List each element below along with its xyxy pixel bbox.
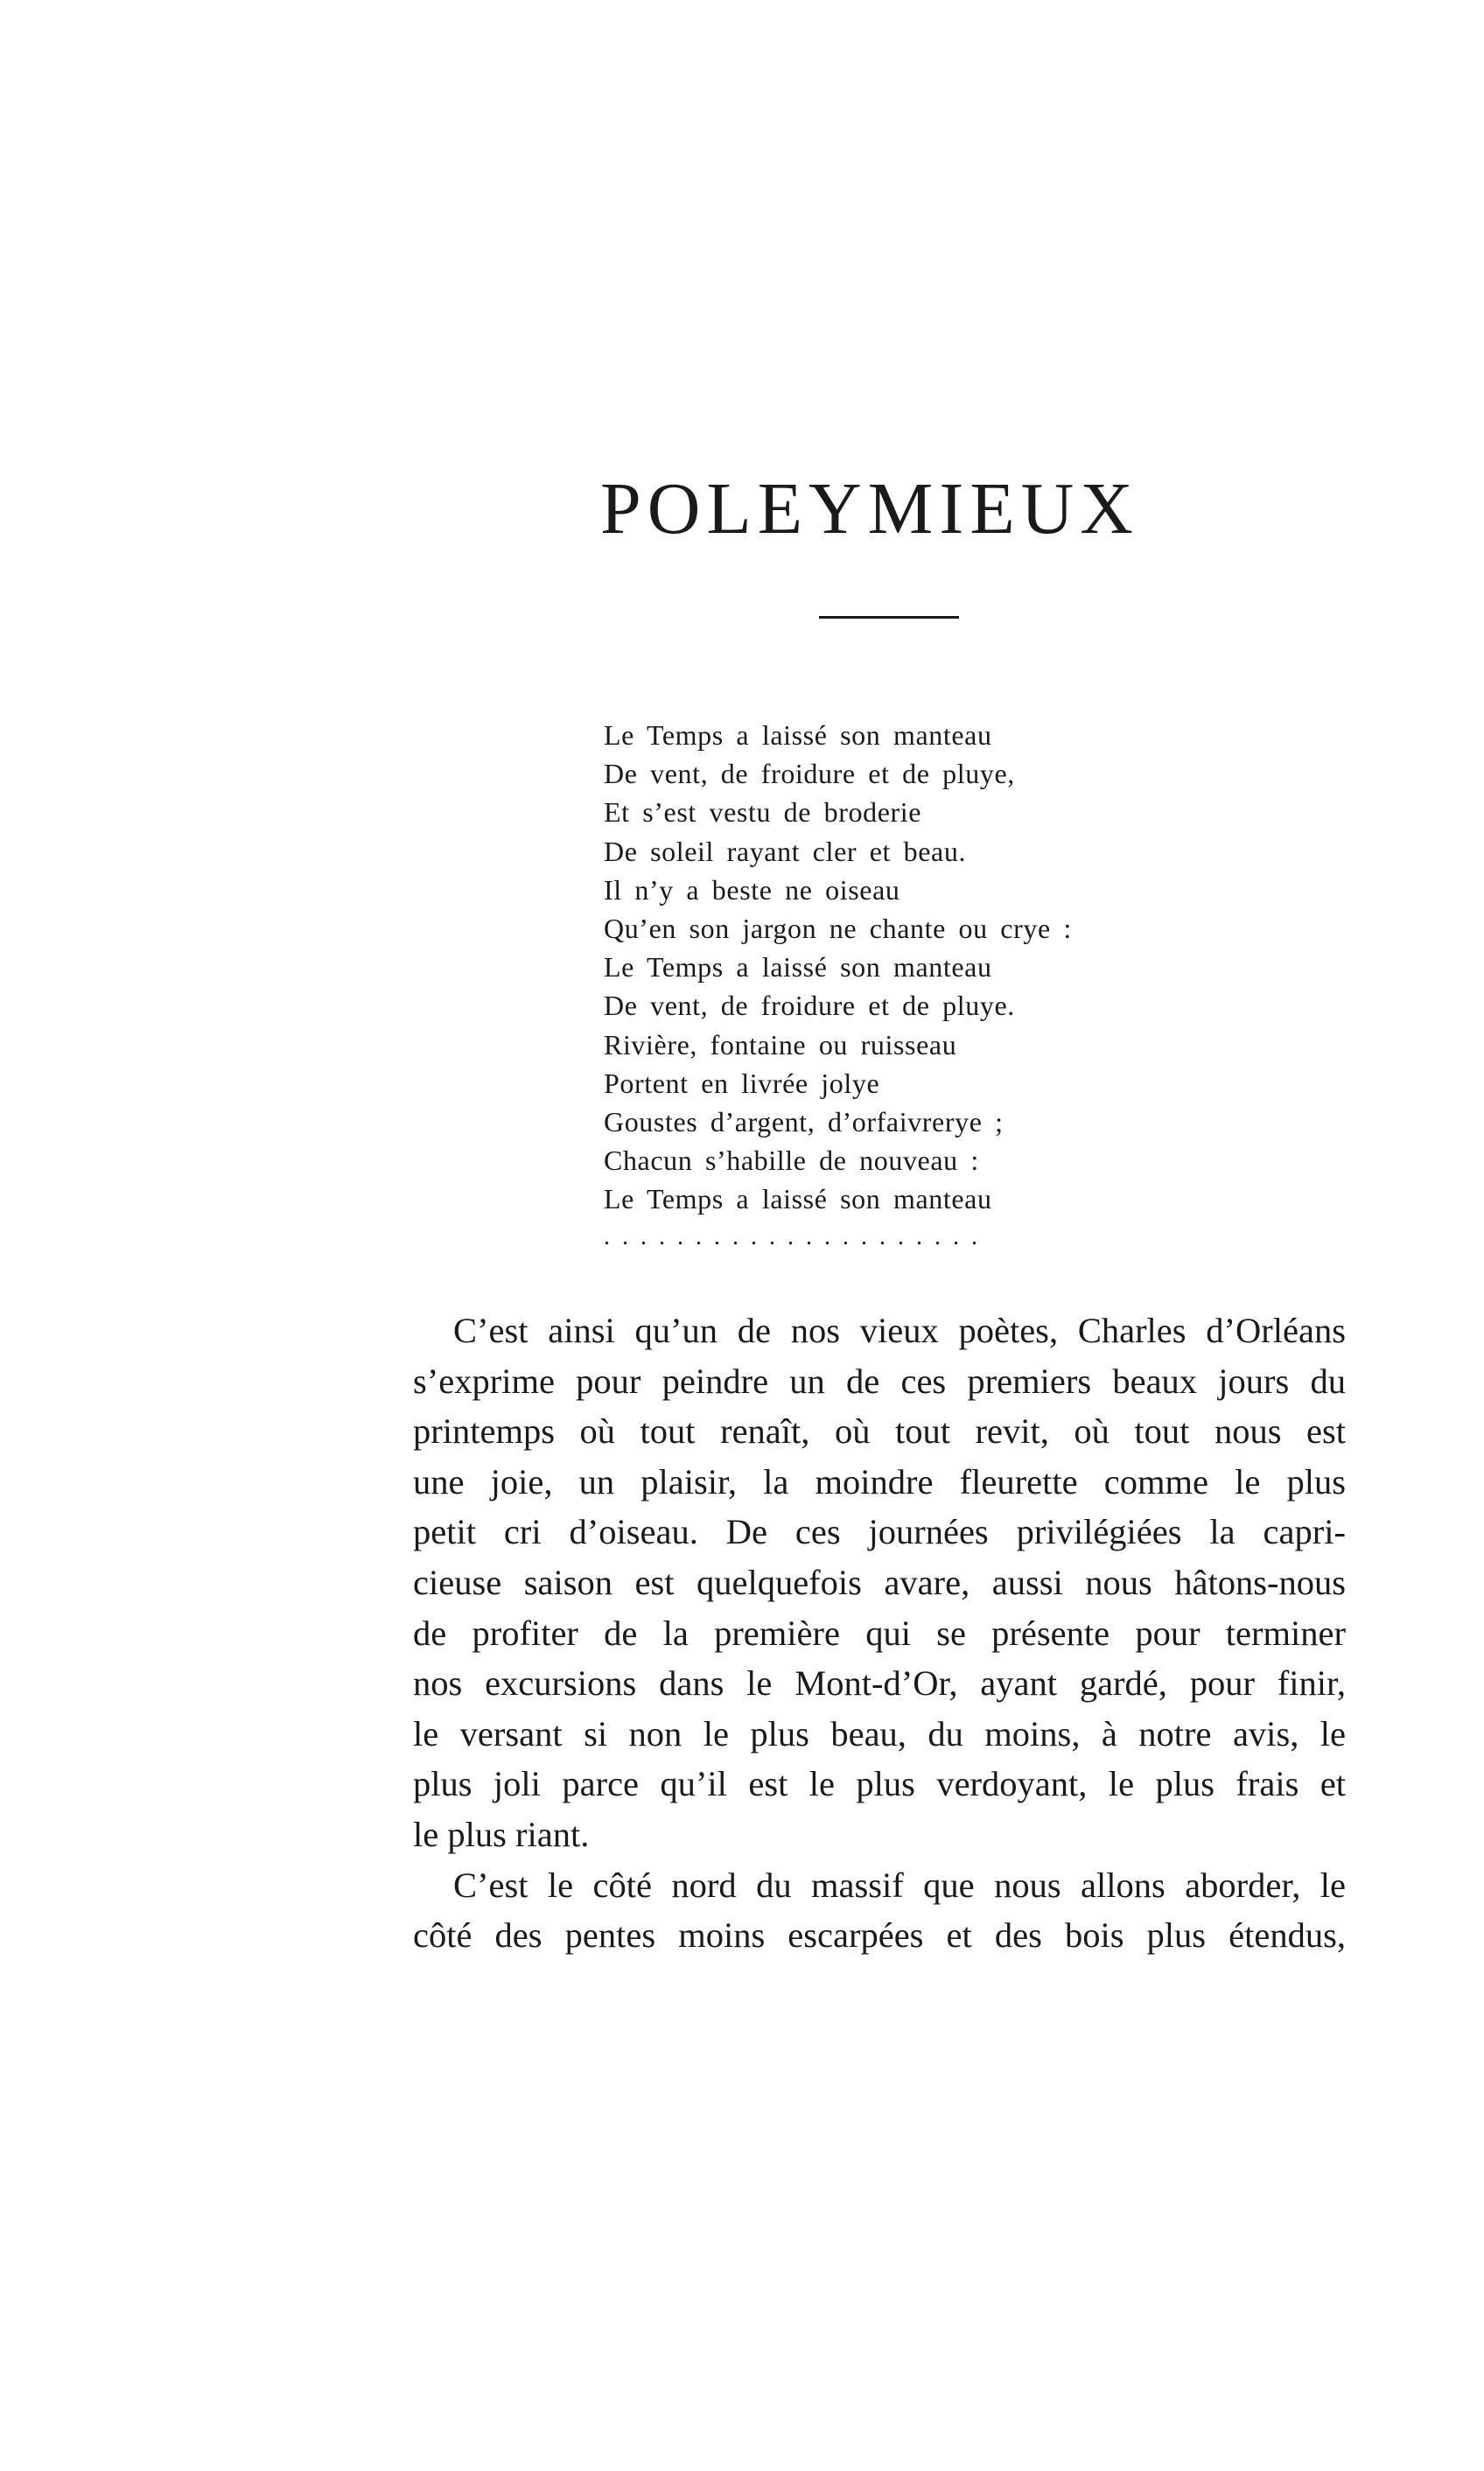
text-line: printemps où tout renaît, où tout revit, où tout nous est bbox=[413, 1411, 1346, 1452]
text-line: une joie, un plaisir, la moindre fleurette comme le plus bbox=[413, 1461, 1346, 1502]
paragraph bbox=[413, 1306, 1346, 1860]
poem-line: Le Temps a laissé son manteau bbox=[604, 951, 992, 984]
text-line: le versant si non le plus beau, du moins, à notre avis, le bbox=[413, 1713, 1346, 1754]
paragraph bbox=[413, 1860, 1346, 1961]
poem-line: Chacun s’habille de nouveau : bbox=[604, 1144, 979, 1177]
text-line: nos excursions dans le Mont-d’Or, ayant gardé, pour finir, bbox=[413, 1663, 1346, 1704]
poem-line: De vent, de froidure et de pluye. bbox=[604, 990, 1015, 1022]
text-line: C’est ainsi qu’un de nos vieux poètes, Charles d’Orléans bbox=[453, 1311, 1346, 1350]
poem-line: Et s’est vestu de broderie bbox=[604, 796, 922, 829]
title-divider bbox=[819, 616, 959, 619]
text-line: C’est le côté nord du massif que nous allons aborder, le bbox=[453, 1865, 1346, 1905]
chapter-title: POLEYMIEUX bbox=[600, 468, 1139, 550]
poem-line: De soleil rayant cler et beau. bbox=[604, 835, 967, 867]
poem-line: Le Temps a laissé son manteau bbox=[604, 719, 992, 751]
text-line: plus joli parce qu’il est le plus verdoyant, le plus frais et bbox=[413, 1764, 1346, 1804]
poem-line: Le Temps a laissé son manteau bbox=[604, 1183, 992, 1215]
text-line: s’exprime pour peindre un de ces premiers beaux jours du bbox=[413, 1361, 1346, 1401]
text-line: le plus riant. bbox=[413, 1814, 590, 1854]
text-line: de profiter de la première qui se présente pour terminer bbox=[413, 1613, 1346, 1653]
poem-epigraph bbox=[604, 716, 1216, 1257]
text-line: petit cri d’oiseau. De ces journées privilégiées la capri- bbox=[413, 1512, 1346, 1552]
body-text bbox=[413, 1306, 1346, 1961]
poem-line: Il n’y a beste ne oiseau bbox=[604, 873, 900, 906]
poem-ellipsis: ..................... bbox=[604, 1223, 990, 1251]
text-line: côté des pentes moins escarpées et des bois plus étendus, bbox=[413, 1915, 1346, 1956]
poem-line: Goustes d’argent, d’orfaivrerye ; bbox=[604, 1105, 1004, 1138]
poem-line: De vent, de froidure et de pluye, bbox=[604, 758, 1015, 790]
text-line: cieuse saison est quelquefois avare, aussi nous hâtons-nous bbox=[413, 1562, 1346, 1602]
poem-line: Qu’en son jargon ne chante ou crye : bbox=[604, 912, 1072, 944]
poem-line: Rivière, fontaine ou ruisseau bbox=[604, 1028, 957, 1060]
poem-line: Portent en livrée jolye bbox=[604, 1067, 880, 1099]
